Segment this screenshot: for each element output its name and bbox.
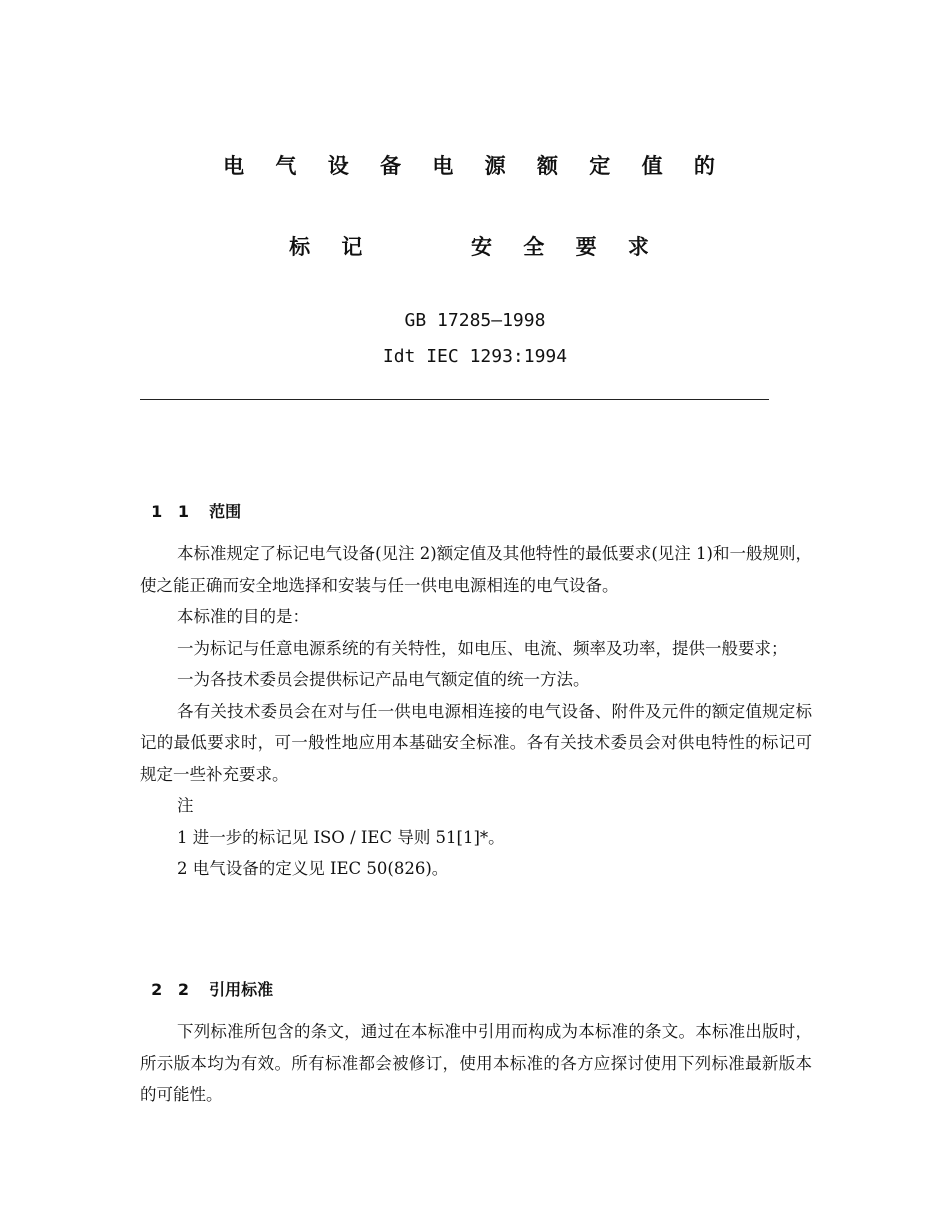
idt-reference: Idt IEC 1293:1994 bbox=[382, 346, 568, 367]
paragraph: 一为各技术委员会提供标记产品电气额定值的统一方法。 bbox=[177, 670, 590, 689]
paragraph: 各有关技术委员会在对与任一供电电源相连接的电气设备、附件及元件的额定值规定标记的最低要求时，可一般性地应用本基础安全标准。各有关技术委员会对供电特性的标记可规定一些补充要求。 bbox=[140, 701, 812, 784]
section-title: 范围 bbox=[209, 502, 242, 521]
note-item: 2 电气设备的定义见 IEC 50(826)。 bbox=[177, 859, 449, 878]
section-body-normative-references bbox=[140, 1016, 812, 1111]
note-item: 1 进一步的标记见 ISO / IEC 导则 51[1]*。 bbox=[177, 827, 505, 847]
section-number: 1 1 bbox=[151, 502, 189, 521]
paragraph: 下列标准所包含的条文，通过在本标准中引用而构成为本标准的条文。本标准出版时，所示版本均为有效。所有标准都会被修订，使用本标准的各方应探讨使用下列标准最新版本的可能性。 bbox=[140, 1022, 812, 1104]
header-divider bbox=[140, 399, 769, 400]
section-number: 2 2 bbox=[151, 980, 189, 999]
note-label: 注 bbox=[177, 796, 194, 815]
paragraph: 本标准的目的是： bbox=[177, 607, 309, 626]
section-title: 引用标准 bbox=[209, 980, 274, 999]
paragraph: 本标准规定了标记电气设备(见注 2)额定值及其他特性的最低要求(见注 1)和一般规则，使之能正确而安全地选择和安装与任一供电电源相连的电气设备。 bbox=[140, 544, 812, 595]
section-heading-scope bbox=[140, 480, 241, 522]
paragraph: 一为标记与任意电源系统的有关特性，如电压、电流、频率及功率，提供一般要求； bbox=[177, 638, 788, 658]
section-body-scope bbox=[140, 538, 812, 885]
section-heading-normative-references bbox=[140, 958, 273, 1000]
document-title-line-1: 电 气 设 备 电 源 额 定 值 的 bbox=[223, 154, 727, 178]
standard-number: GB 17285—1998 bbox=[404, 310, 546, 331]
document-title-line-2: 标 记 安 全 要 求 bbox=[289, 235, 661, 259]
